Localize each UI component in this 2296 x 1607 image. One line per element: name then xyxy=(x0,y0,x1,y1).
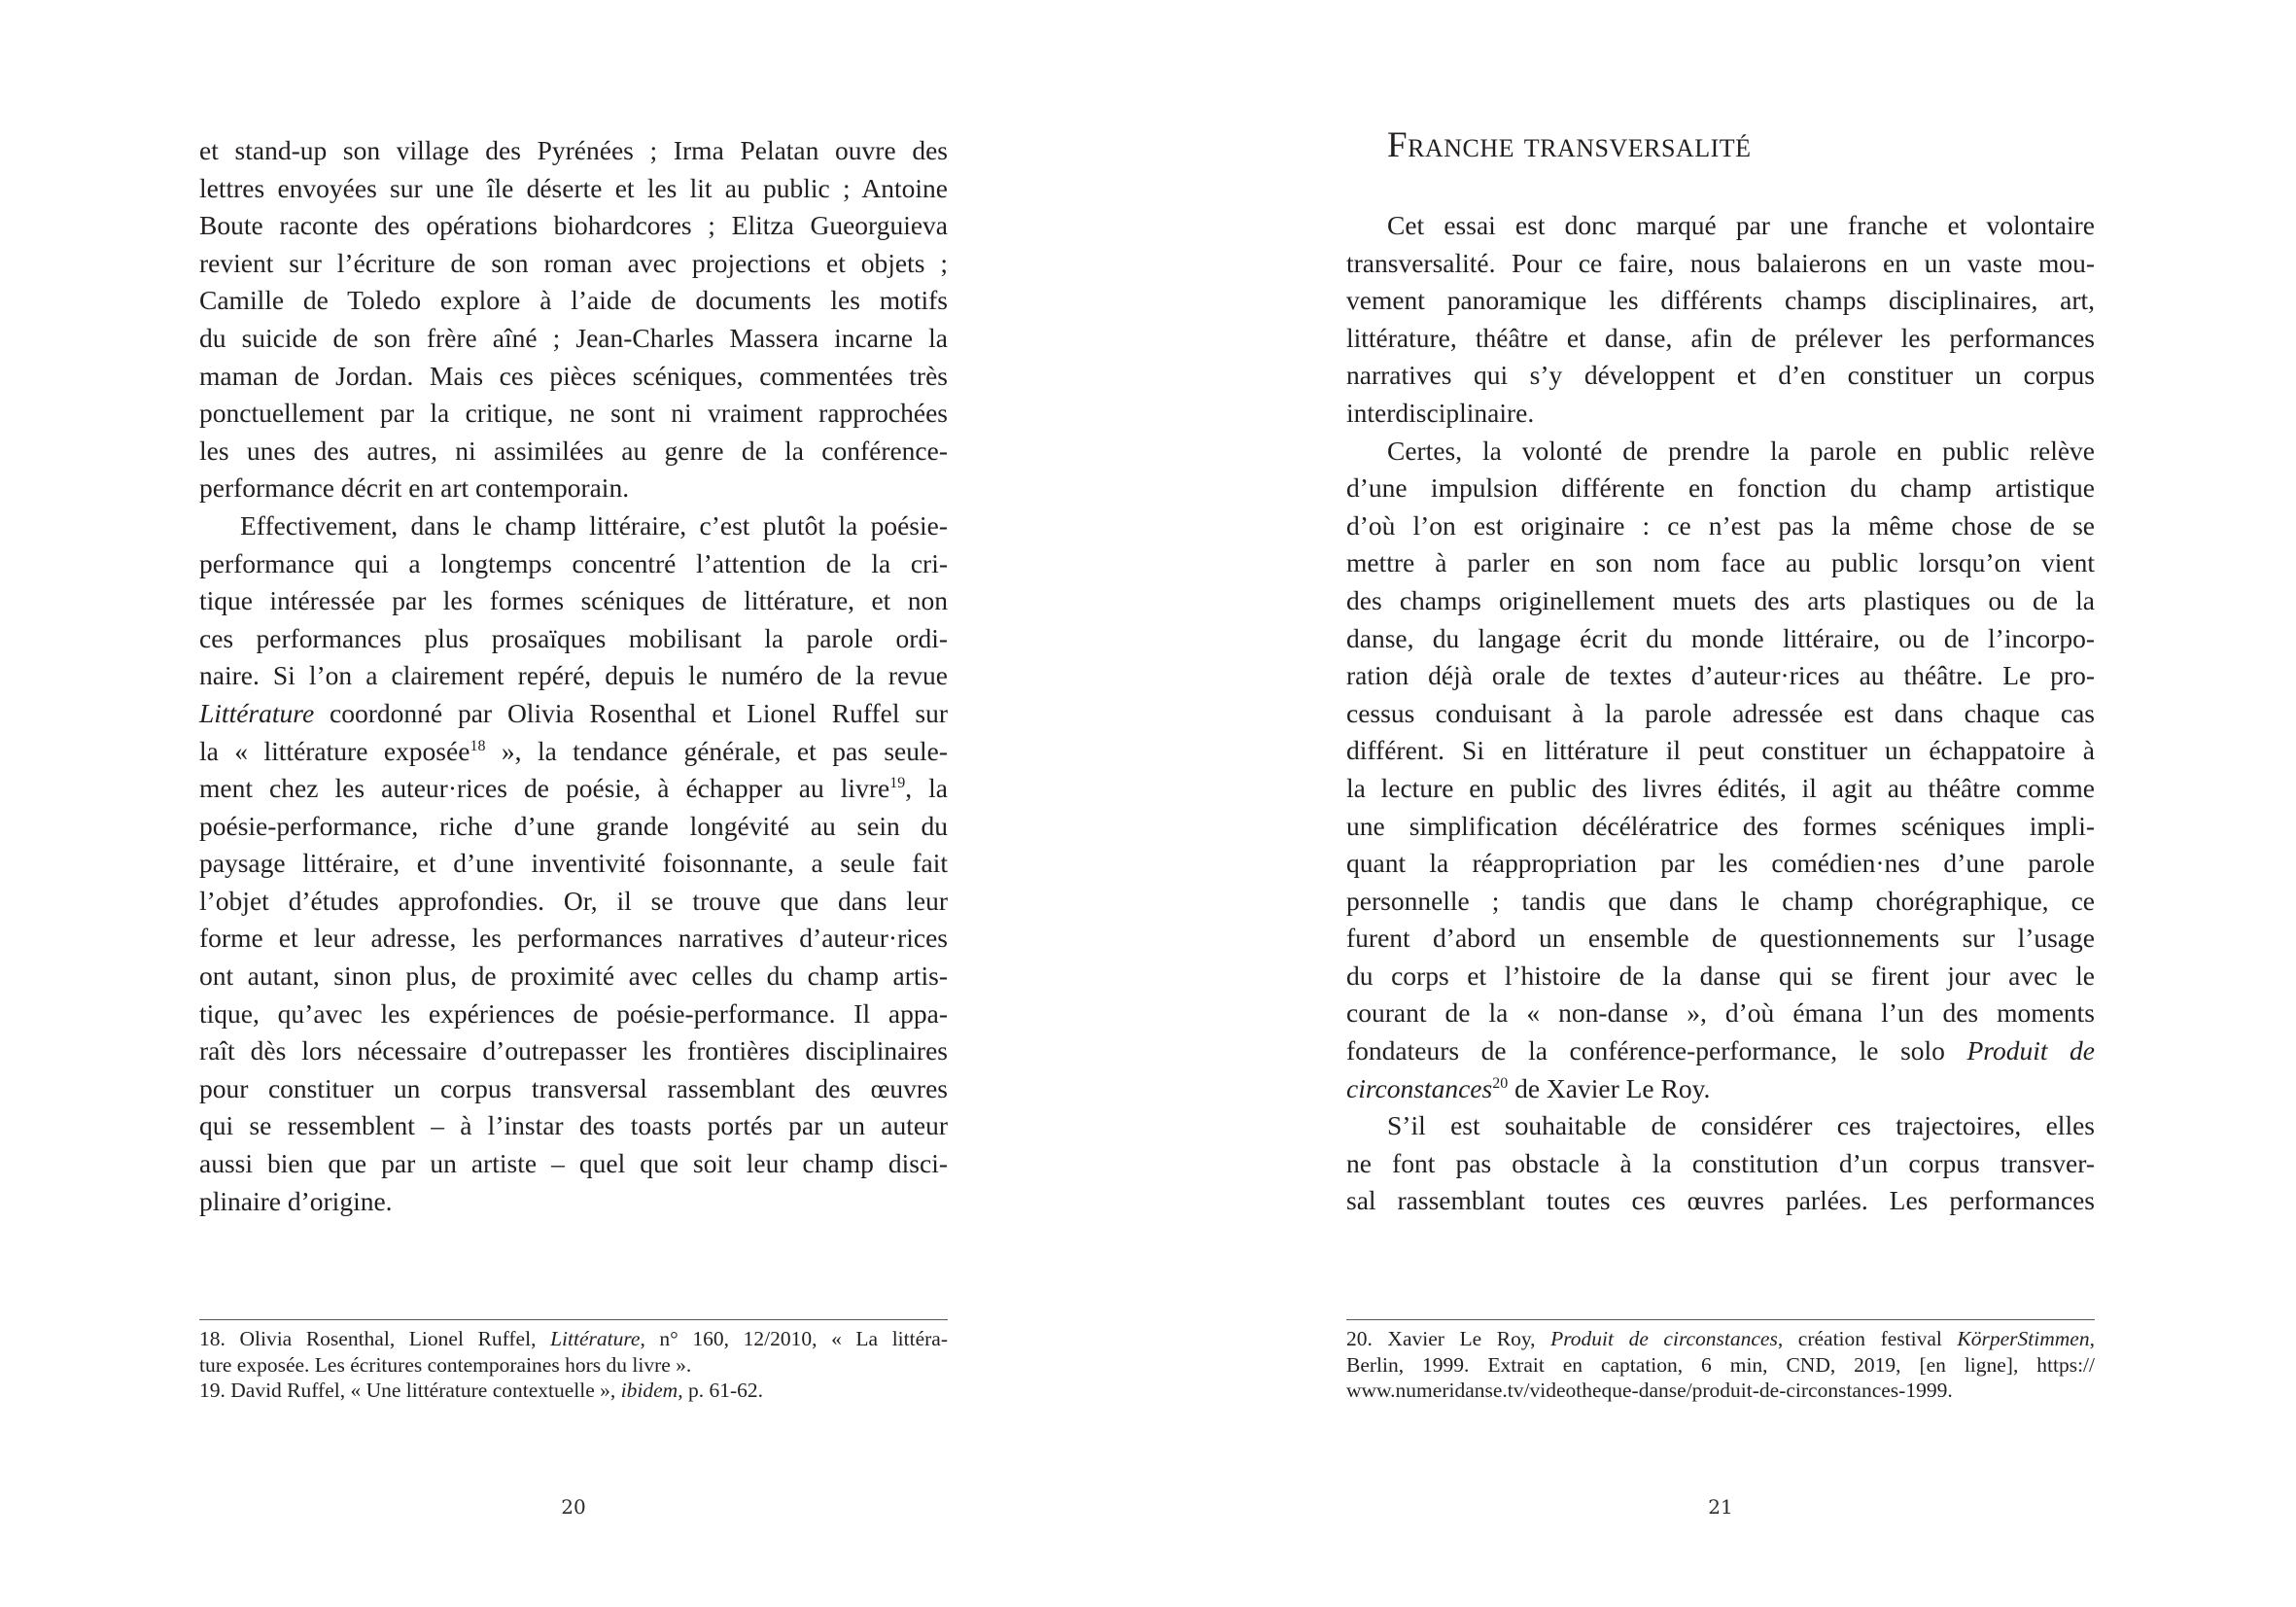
section-heading: Franche transversalité xyxy=(1387,125,1752,165)
text-line: aussi bien que par un artiste – quel que soit leur champ disci- xyxy=(199,1148,948,1179)
footnote-19: 19. David Ruffel, « Une littérature contextuelle », ibidem, p. 61-62. xyxy=(199,1379,763,1402)
text-line: paysage littéraire, et d’une inventivité foisonnante, a seule fait xyxy=(199,848,948,879)
text-line: littérature, théâtre et danse, afin de prélever les performances xyxy=(1346,322,2095,353)
text-line: les unes des autres, ni assimilées au genre de la conférence- xyxy=(199,435,948,466)
right-body-text xyxy=(1346,207,2095,1220)
text-line: d’une impulsion différente en fonction du champ artistique xyxy=(1346,472,2095,504)
text-line: narratives qui s’y développent et d’en constituer un corpus xyxy=(1346,360,2095,391)
paragraph-end-line: circonstances$^{20}$ de Xavier Le Roy. xyxy=(1346,1072,1711,1103)
text-line: poésie-performance, riche d’une grande longévité au sein du xyxy=(199,810,948,841)
paragraph-end-line: interdisciplinaire. xyxy=(1346,397,1535,428)
text-line: vement panoramique les différents champs disciplinaires, art, xyxy=(1346,285,2095,316)
text-line: naire. Si l’on a clairement repéré, depuis le numéro de la revue xyxy=(199,660,948,691)
text-line: ne font pas obstacle à la constitution d’un corpus transver- xyxy=(1346,1147,2095,1178)
footnote-20: 20. Xavier Le Roy, Produit de circonstances, création festival KörperStimmen, xyxy=(1346,1327,2095,1350)
footnote-ref-19[interactable]: 19 xyxy=(889,775,906,792)
paragraph-start-line: Cet essai est donc marqué par une franche et volontaire xyxy=(1387,210,2095,240)
footnote-divider xyxy=(199,1319,948,1320)
text-line: raît dès lors nécessaire d’outrepasser les frontières disciplinaires xyxy=(199,1035,948,1066)
left-footnotes xyxy=(199,1326,948,1404)
text-line: transversalité. Pour ce faire, nous balaierons en un vaste mou- xyxy=(1346,247,2095,278)
text-line: ces performances plus prosaïques mobilisant la parole ordi- xyxy=(199,622,948,653)
text-line: ration déjà orale de textes d’auteur·rices au théâtre. Le pro- xyxy=(1346,660,2095,691)
text-line: pour constituer un corpus transversal rassemblant des œuvres xyxy=(199,1072,948,1103)
footnote-18-cont: ture exposée. Les écritures contemporaines hors du livre ». xyxy=(199,1352,692,1377)
text-line: furent d’abord un ensemble de questionnements sur l’usage xyxy=(1346,923,2095,954)
page-number: 20 xyxy=(561,1495,586,1519)
text-line: différent. Si en littérature il peut constituer un échappatoire à xyxy=(1346,735,2095,766)
text-line: maman de Jordan. Mais ces pièces scéniques, commentées très xyxy=(199,360,948,391)
footnote-20-cont: Berlin, 1999. Extrait en captation, 6 min, CND, 2019, [en ligne], https:// xyxy=(1346,1352,2095,1377)
right-footnotes xyxy=(1346,1326,2095,1404)
work-title-italic: Produit de xyxy=(1966,1035,2096,1066)
footnote-divider xyxy=(1346,1319,2095,1320)
text-line: ment chez les auteur·rices de poésie, à échapper au livre$^{19}$, la xyxy=(199,773,948,804)
text-line: et stand-up son village des Pyrénées ; Irma Pelatan ouvre des xyxy=(199,135,948,165)
right-page xyxy=(1148,0,2296,1607)
text-line: du corps et l’histoire de la danse qui se firent jour avec le xyxy=(1346,960,2095,991)
text-line: tique intéressée par les formes scéniques de littérature, et non xyxy=(199,585,948,616)
text-line: courant de la « non-danse », d’où émana l’un des moments xyxy=(1346,997,2095,1029)
text-line: Boute raconte des opérations biohardcores ; Elitza Gueorguieva xyxy=(199,210,948,241)
left-body-text xyxy=(199,132,948,1220)
text-line: revient sur l’écriture de son roman avec projections et objets ; xyxy=(199,247,948,278)
text-line: la lecture en public des livres édités, il agit au théâtre comme xyxy=(1346,772,2095,803)
paragraph-start-line: Certes, la volonté de prendre la parole en public relève xyxy=(1387,435,2095,466)
footnote-ref-18[interactable]: 18 xyxy=(470,737,486,754)
text-line: des champs originellement muets des arts plastiques ou de la xyxy=(1346,584,2095,615)
text-line: sal rassemblant toutes ces œuvres parlées. Les performances xyxy=(1346,1185,2095,1216)
text-line: personnelle ; tandis que dans le champ chorégraphique, ce xyxy=(1346,885,2095,916)
paragraph-end-line: plinaire d’origine. xyxy=(199,1185,393,1216)
page-number: 21 xyxy=(1708,1495,1733,1519)
paragraph-end-line: performance décrit en art contemporain. xyxy=(199,472,630,504)
footnote-18: 18. Olivia Rosenthal, Lionel Ruffel, Littérature, n° 160, 12/2010, « La littéra- xyxy=(199,1327,949,1350)
text-line: cessus conduisant à la parole adressée est dans chaque cas xyxy=(1346,697,2095,728)
text-line: qui se ressemblent – à l’instar des toasts portés par un auteur xyxy=(199,1110,948,1141)
text-line: mettre à parler en son nom face au public lorsqu’on vient xyxy=(1346,547,2095,578)
text-line: tique, qu’avec les expériences de poésie-performance. Il appa- xyxy=(199,997,948,1029)
text-line: fondateurs de la conférence-performance, le solo Produit de xyxy=(1346,1035,2096,1066)
text-line: l’objet d’études approfondies. Or, il se trouve que dans leur xyxy=(199,885,948,916)
footnote-ref-20[interactable]: 20 xyxy=(1492,1074,1509,1092)
paragraph-start-line: Effectivement, dans le champ littéraire, c’est plutôt la poésie- xyxy=(240,509,948,541)
text-line: forme et leur adresse, les performances narratives d’auteur·rices xyxy=(199,923,948,954)
journal-title-italic: Littérature xyxy=(199,697,315,728)
text-line: d’où l’on est originaire : ce n’est pas la même chose de se xyxy=(1346,509,2095,541)
text-line: performance qui a longtemps concentré l’attention de la cri- xyxy=(199,547,948,578)
text-line: une simplification décélératrice des formes scéniques impli- xyxy=(1346,810,2095,841)
footnote-20-url[interactable]: www.numeridanse.tv/videotheque-danse/produit-de-circonstances-1999. xyxy=(1346,1379,1953,1402)
text-line: lettres envoyées sur une île déserte et les lit au public ; Antoine xyxy=(199,172,948,203)
text-line: danse, du langage écrit du monde littéraire, ou de l’incorpo- xyxy=(1346,622,2095,653)
text-line: Camille de Toledo explore à l’aide de documents les motifs xyxy=(199,285,948,316)
text-line: quant la réappropriation par les comédien·nes d’une parole xyxy=(1346,848,2095,879)
text-line: du suicide de son frère aîné ; Jean-Charles Massera incarne la xyxy=(199,322,948,353)
text-line: ponctuellement par la critique, ne sont ni vraiment rapprochées xyxy=(199,398,948,429)
text-line: ont autant, sinon plus, de proximité avec celles du champ artis- xyxy=(199,961,948,992)
paragraph-start-line: S’il est souhaitable de considérer ces trajectoires, elles xyxy=(1387,1110,2095,1141)
text-line: Littérature coordonné par Olivia Rosenthal et Lionel Ruffel sur xyxy=(199,697,948,728)
text-line: la « littérature exposée$^{18}$ », la tendance générale, et pas seule- xyxy=(199,735,948,766)
